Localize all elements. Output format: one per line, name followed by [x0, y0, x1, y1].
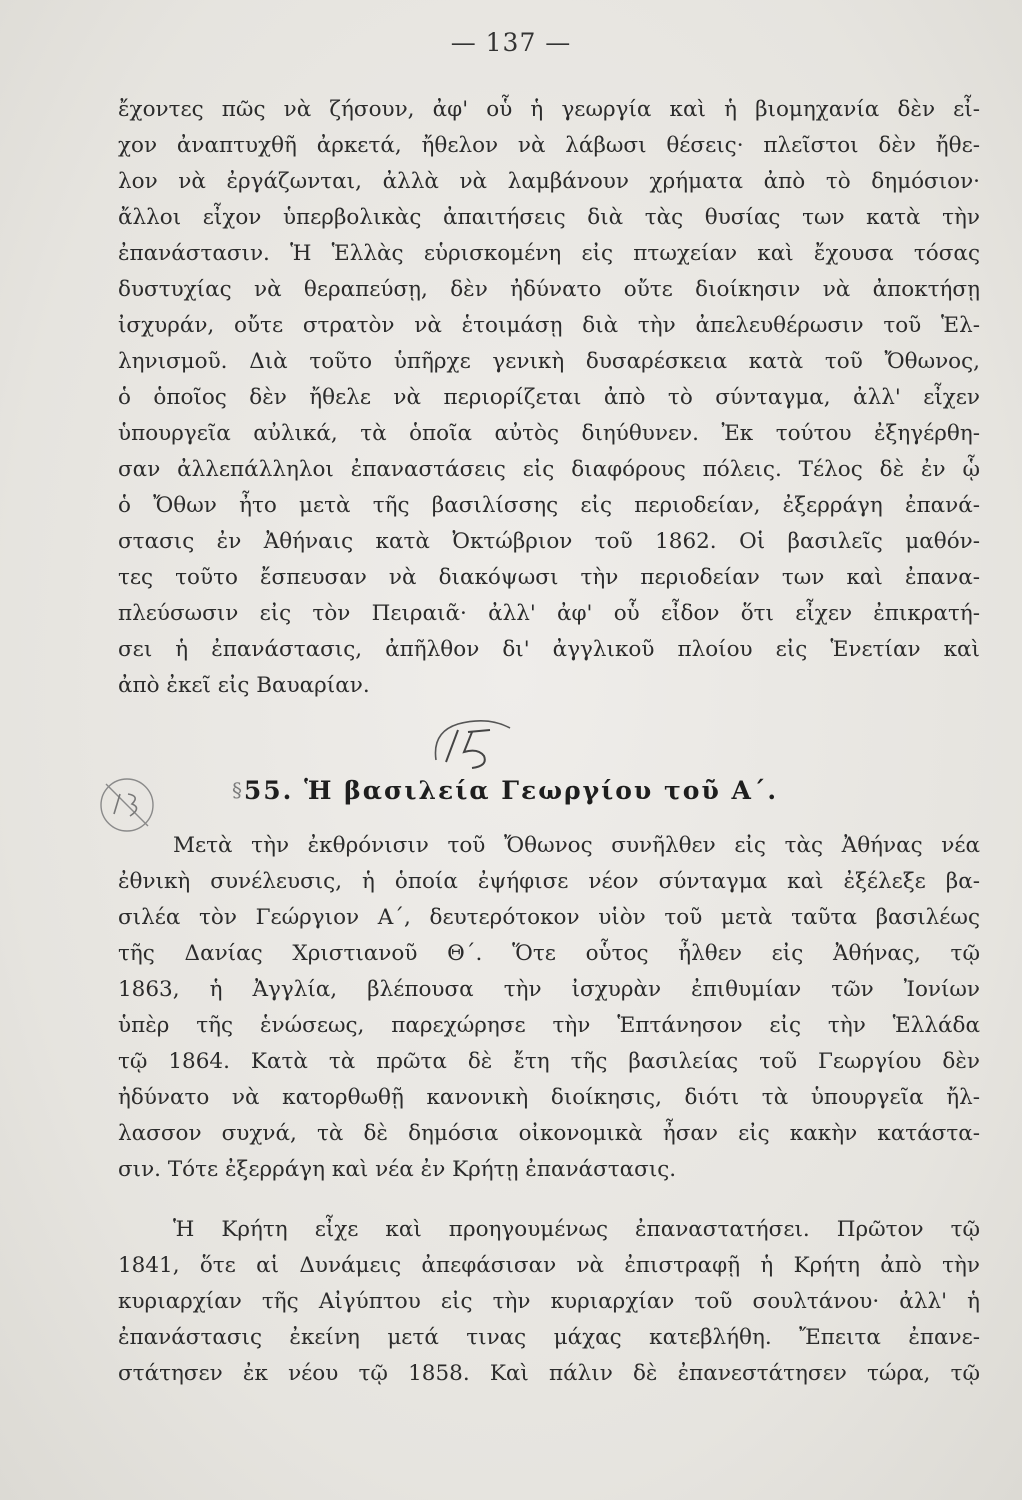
section-sign: §: [232, 778, 242, 802]
text-line: ἠδύνατο νὰ κατορθωθῇ κανονικὴ διοίκησις, διότι τὰ ὑπουργεῖα ἤλ-: [118, 1085, 980, 1110]
paragraph-2: [118, 828, 980, 1188]
handwritten-number-stamp-icon: [428, 712, 518, 772]
text-line: ὁ Ὄθων ἦτο μετὰ τῆς βασιλίσσης εἰς περιοδείαν, ἐξερράγη ἐπανά-: [118, 493, 980, 518]
text-line: σιλέα τὸν Γεώργιον Α΄, δευτερότοκον υἱὸν τοῦ μετὰ ταῦτα βασιλέως: [118, 905, 980, 930]
text-line: ἰσχυράν, οὔτε στρατὸν νὰ ἑτοιμάσῃ διὰ τὴν ἀπελευθέρωσιν τοῦ Ἑλ-: [118, 313, 980, 338]
text-line: ἄλλοι εἶχον ὑπερβολικὰς ἀπαιτήσεις διὰ τὰς θυσίας των κατὰ τὴν: [118, 205, 980, 230]
text-line: Ἡ Κρήτη εἶχε καὶ προηγουμένως ἐπαναστατήσει. Πρῶτον τῷ: [173, 1217, 980, 1242]
section-number: 55.: [243, 776, 294, 805]
text-line: στάτησεν ἐκ νέου τῷ 1858. Καὶ πάλιν δὲ ἐπανεστάτησεν τώρα, τῷ: [118, 1361, 980, 1386]
text-line: ὁ ὁποῖος δὲν ἤθελε νὰ περιορίζεται ἀπὸ τὸ σύνταγμα, ἀλλ' εἶχεν: [118, 385, 980, 410]
text-line: ἐπανάστασις ἐκείνη μετά τινας μάχας κατεβλήθη. Ἔπειτα ἐπανε-: [118, 1325, 980, 1350]
text-line: ὑπὲρ τῆς ἑνώσεως, παρεχώρησε τὴν Ἑπτάνησον εἰς τὴν Ἑλλάδα: [118, 1013, 980, 1038]
text-line: τῷ 1864. Κατὰ τὰ πρῶτα δὲ ἔτη τῆς βασιλείας τοῦ Γεωργίου δὲν: [118, 1049, 980, 1074]
paragraph-3: [118, 1212, 980, 1392]
text-line: ἐθνικὴ συνέλευσις, ἡ ὁποία ἐψήφισε νέον σύνταγμα καὶ ἐξέλεξε βα-: [118, 869, 980, 894]
text-line: ληνισμοῦ. Διὰ τοῦτο ὑπῆρχε γενικὴ δυσαρέσκεια κατὰ τοῦ Ὄθωνος,: [118, 349, 980, 374]
text-line: χον ἀναπτυχθῆ ἀρκετά, ἤθελον νὰ λάβωσι θέσεις· πλεῖστοι δὲν ἤθε-: [118, 133, 980, 158]
text-line: πλεύσωσιν εἰς τὸν Πειραιᾶ· ἀλλ' ἀφ' οὗ εἶδον ὅτι εἶχεν ἐπικρατή-: [118, 601, 980, 626]
text-line: ἔχοντες πῶς νὰ ζήσουν, ἀφ' οὗ ἡ γεωργία καὶ ἡ βιομηχανία δὲν εἶ-: [118, 97, 980, 122]
text-line: λασσον συχνά, τὰ δὲ δημόσια οἰκονομικὰ ἦσαν εἰς κακὴν κατάστα-: [118, 1121, 980, 1146]
page-number: — 137 —: [450, 28, 572, 57]
text-line: τῆς Δανίας Χριστιανοῦ Θ΄. Ὅτε οὗτος ἦλθεν εἰς Ἀθήνας, τῷ: [118, 941, 980, 966]
text-line: λον νὰ ἐργάζωνται, ἀλλὰ νὰ λαμβάνουν χρήματα ἀπὸ τὸ δημόσιον·: [118, 169, 980, 194]
text-line: τες τοῦτο ἔσπευσαν νὰ διακόψωσι τὴν περιοδείαν των καὶ ἐπανα-: [118, 565, 980, 590]
text-line: ἐπανάστασιν. Ἡ Ἑλλὰς εὑρισκομένη εἰς πτωχείαν καὶ ἔχουσα τόσας: [118, 241, 980, 266]
text-line: κυριαρχίαν τῆς Αἰγύπτου εἰς τὴν κυριαρχίαν τοῦ σουλτάνου· ἀλλ' ἡ: [118, 1289, 980, 1314]
text-line: στασις ἐν Ἀθήναις κατὰ Ὀκτώβριον τοῦ 1862. Οἱ βασιλεῖς μαθόν-: [118, 529, 980, 554]
text-line: Μετὰ τὴν ἐκθρόνισιν τοῦ Ὄθωνος συνῆλθεν εἰς τὰς Ἀθήνας νέα: [173, 833, 980, 858]
paragraph-1: [118, 92, 980, 704]
text-line: ἀπὸ ἐκεῖ εἰς Βαυαρίαν.: [118, 673, 370, 698]
text-line: 1863, ἡ Ἀγγλία, βλέπουσα τὴν ἰσχυρὰν ἐπιθυμίαν τῶν Ἰονίων: [118, 977, 980, 1002]
section-heading: [0, 776, 1022, 805]
text-line: σαν ἀλλεπάλληλοι ἐπαναστάσεις εἰς διαφόρους πόλεις. Τέλος δὲ ἐν ᾧ: [118, 457, 980, 482]
section-title: Ἡ βασιλεία Γεωργίου τοῦ Α΄.: [304, 776, 779, 805]
text-line: ὑπουργεῖα αὐλικά, τὰ ὁποῖα αὐτὸς διηύθυνεν. Ἐκ τούτου ἐξηγέρθη-: [118, 421, 980, 446]
text-line: 1841, ὅτε αἱ Δυνάμεις ἀπεφάσισαν νὰ ἐπιστραφῇ ἡ Κρήτη ἀπὸ τὴν: [118, 1253, 980, 1278]
text-line: δυστυχίας νὰ θεραπεύσῃ, δὲν ἠδύνατο οὔτε διοίκησιν νὰ ἀποκτήσῃ: [118, 277, 980, 302]
text-line: σει ἡ ἐπανάστασις, ἀπῆλθον δι' ἀγγλικοῦ πλοίου εἰς Ἑνετίαν καὶ: [118, 637, 980, 662]
text-line: σιν. Τότε ἐξερράγη καὶ νέα ἐν Κρήτῃ ἐπανάστασις.: [118, 1157, 677, 1182]
